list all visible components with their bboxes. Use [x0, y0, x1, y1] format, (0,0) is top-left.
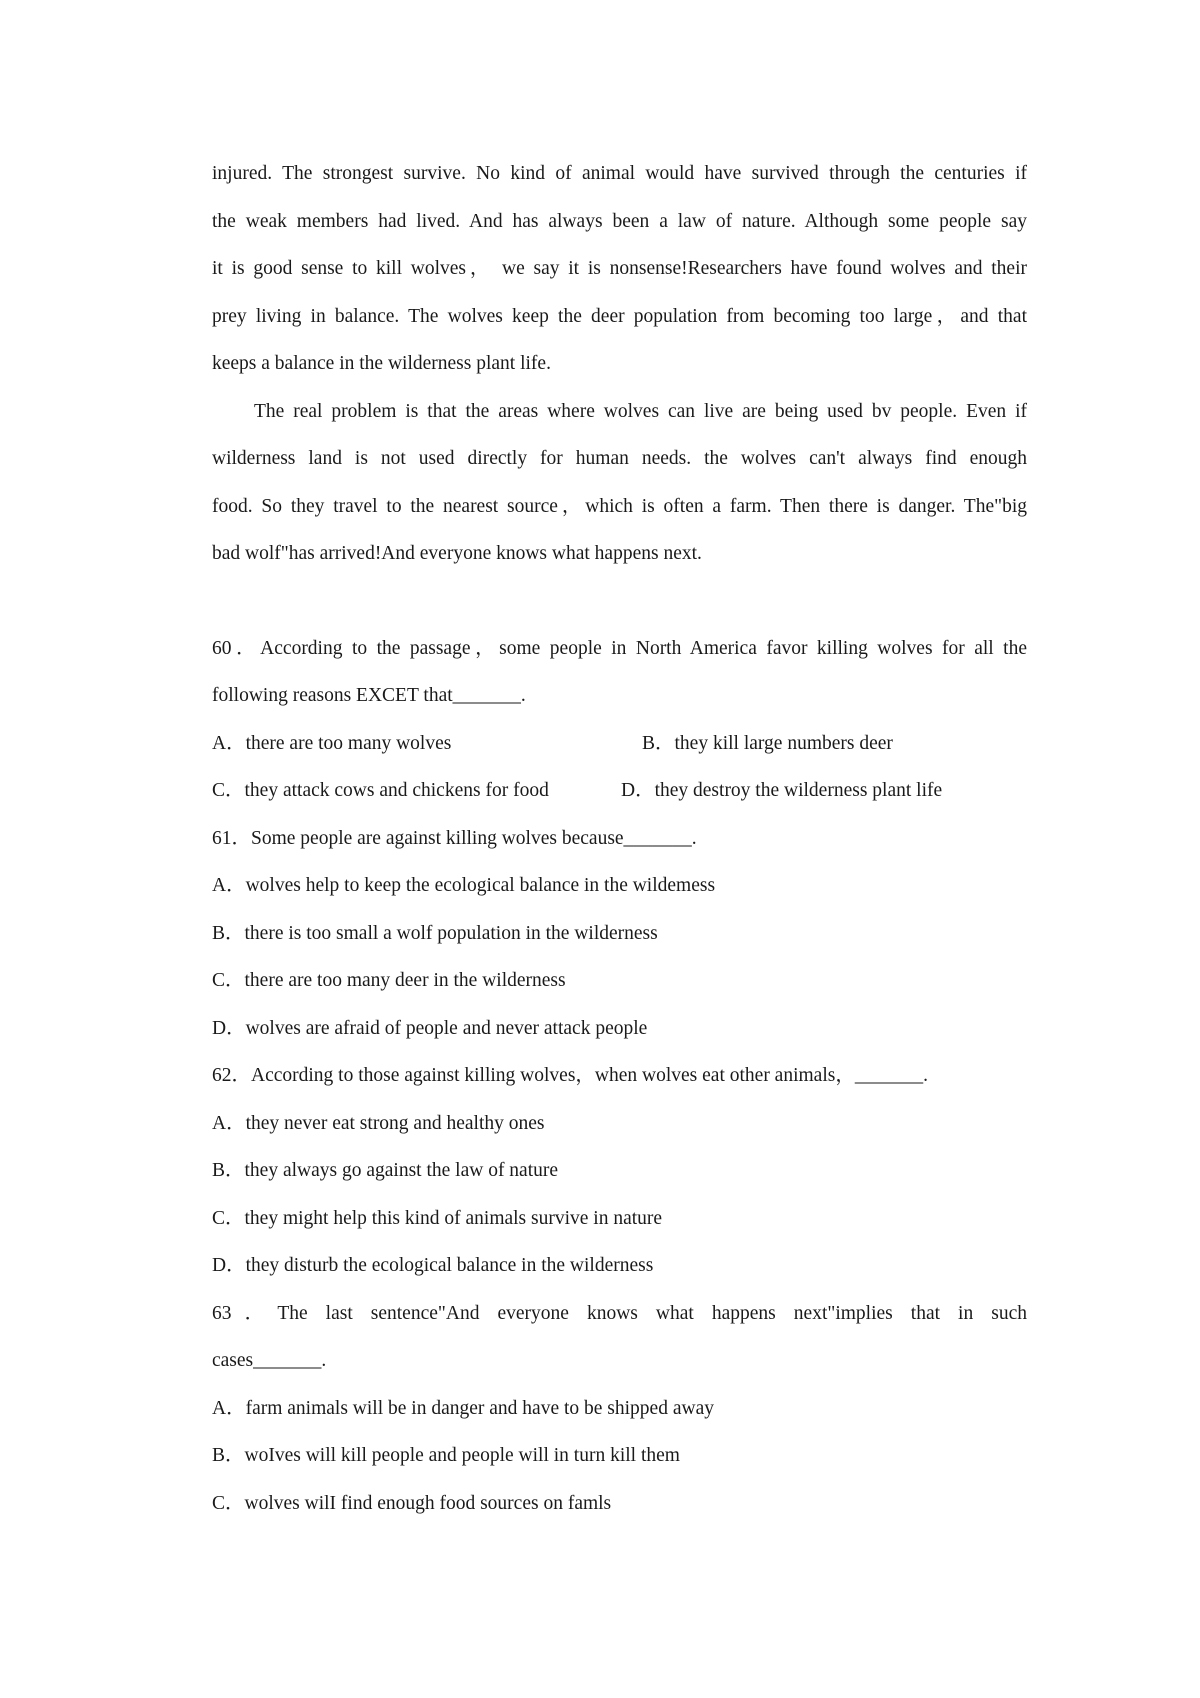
question-61 [212, 815, 1027, 1053]
passage-line: prey living in balance. The wolves keep the deer population from becoming too large，and that [212, 305, 1027, 327]
document-page [212, 150, 1027, 1527]
passage-line: wilderness land is not used directly for human needs. the wolves can't always find enough [212, 448, 1027, 469]
option-a: A．wolves help to keep the ecological balance in the wildemess [212, 875, 716, 896]
passage-line: the weak members had lived. And has always been a law of nature. Although some people say [212, 210, 1027, 232]
option-a: A．they never eat strong and healthy ones [212, 1112, 545, 1134]
option-a: A．farm animals will be in danger and have to be shipped away [212, 1397, 714, 1419]
question-stem: 63．The last sentence"And everyone knows what happens next"implies that in such [212, 1302, 1027, 1324]
option-d: D．they disturb the ecological balance in the wilderness [212, 1255, 654, 1276]
question-stem: following reasons EXCET that_______. [212, 685, 526, 706]
option-a: A．there are too many wolves [212, 732, 452, 754]
passage-line: bad wolf"has arrived!And everyone knows what happens next. [212, 543, 702, 564]
option-row [212, 720, 1027, 768]
question-63 [212, 1290, 1027, 1528]
option-d: D．they destroy the wilderness plant life [621, 780, 943, 801]
option-b: B．woIves will kill people and people will in turn kill them [212, 1445, 680, 1466]
question-stem: cases_______. [212, 1350, 327, 1371]
passage-line: injured. The strongest survive. No kind of animal would have survived through the centuries if [212, 163, 1027, 184]
option-c: C．they attack cows and chickens for food [212, 780, 549, 801]
option-c: C．wolves wilI find enough food sources on famls [212, 1492, 612, 1514]
option-b: B．there is too small a wolf population in the wilderness [212, 922, 658, 944]
passage-line: it is good sense to kill wolves， we say it is nonsense!Researchers have found wolves and their [212, 258, 1027, 279]
passage-line: keeps a balance in the wilderness plant life. [212, 353, 551, 374]
option-b: B．they kill large numbers deer [642, 732, 893, 754]
question-stem: 60．According to the passage，some people in North America favor killing wolves for all the [212, 637, 1027, 659]
question-stem: 61．Some people are against killing wolves because_______. [212, 827, 697, 849]
section-gap [212, 578, 1027, 625]
passage-line: The real problem is that the areas where wolves can live are being used bv people. Even if [254, 400, 1027, 422]
option-row [212, 767, 1027, 815]
option-c: C．there are too many deer in the wilderness [212, 970, 566, 991]
question-60 [212, 625, 1027, 815]
passage-line: food. So they travel to the nearest source，which is often a farm. Then there is danger. The"big [212, 495, 1027, 517]
passage [212, 150, 1027, 578]
question-62 [212, 1052, 1027, 1290]
option-c: C．they might help this kind of animals survive in nature [212, 1207, 663, 1229]
question-stem: 62．According to those against killing wolves，when wolves eat other animals，_______. [212, 1065, 928, 1086]
option-b: B．they always go against the law of nature [212, 1160, 559, 1181]
option-d: D．wolves are afraid of people and never attack people [212, 1017, 648, 1039]
